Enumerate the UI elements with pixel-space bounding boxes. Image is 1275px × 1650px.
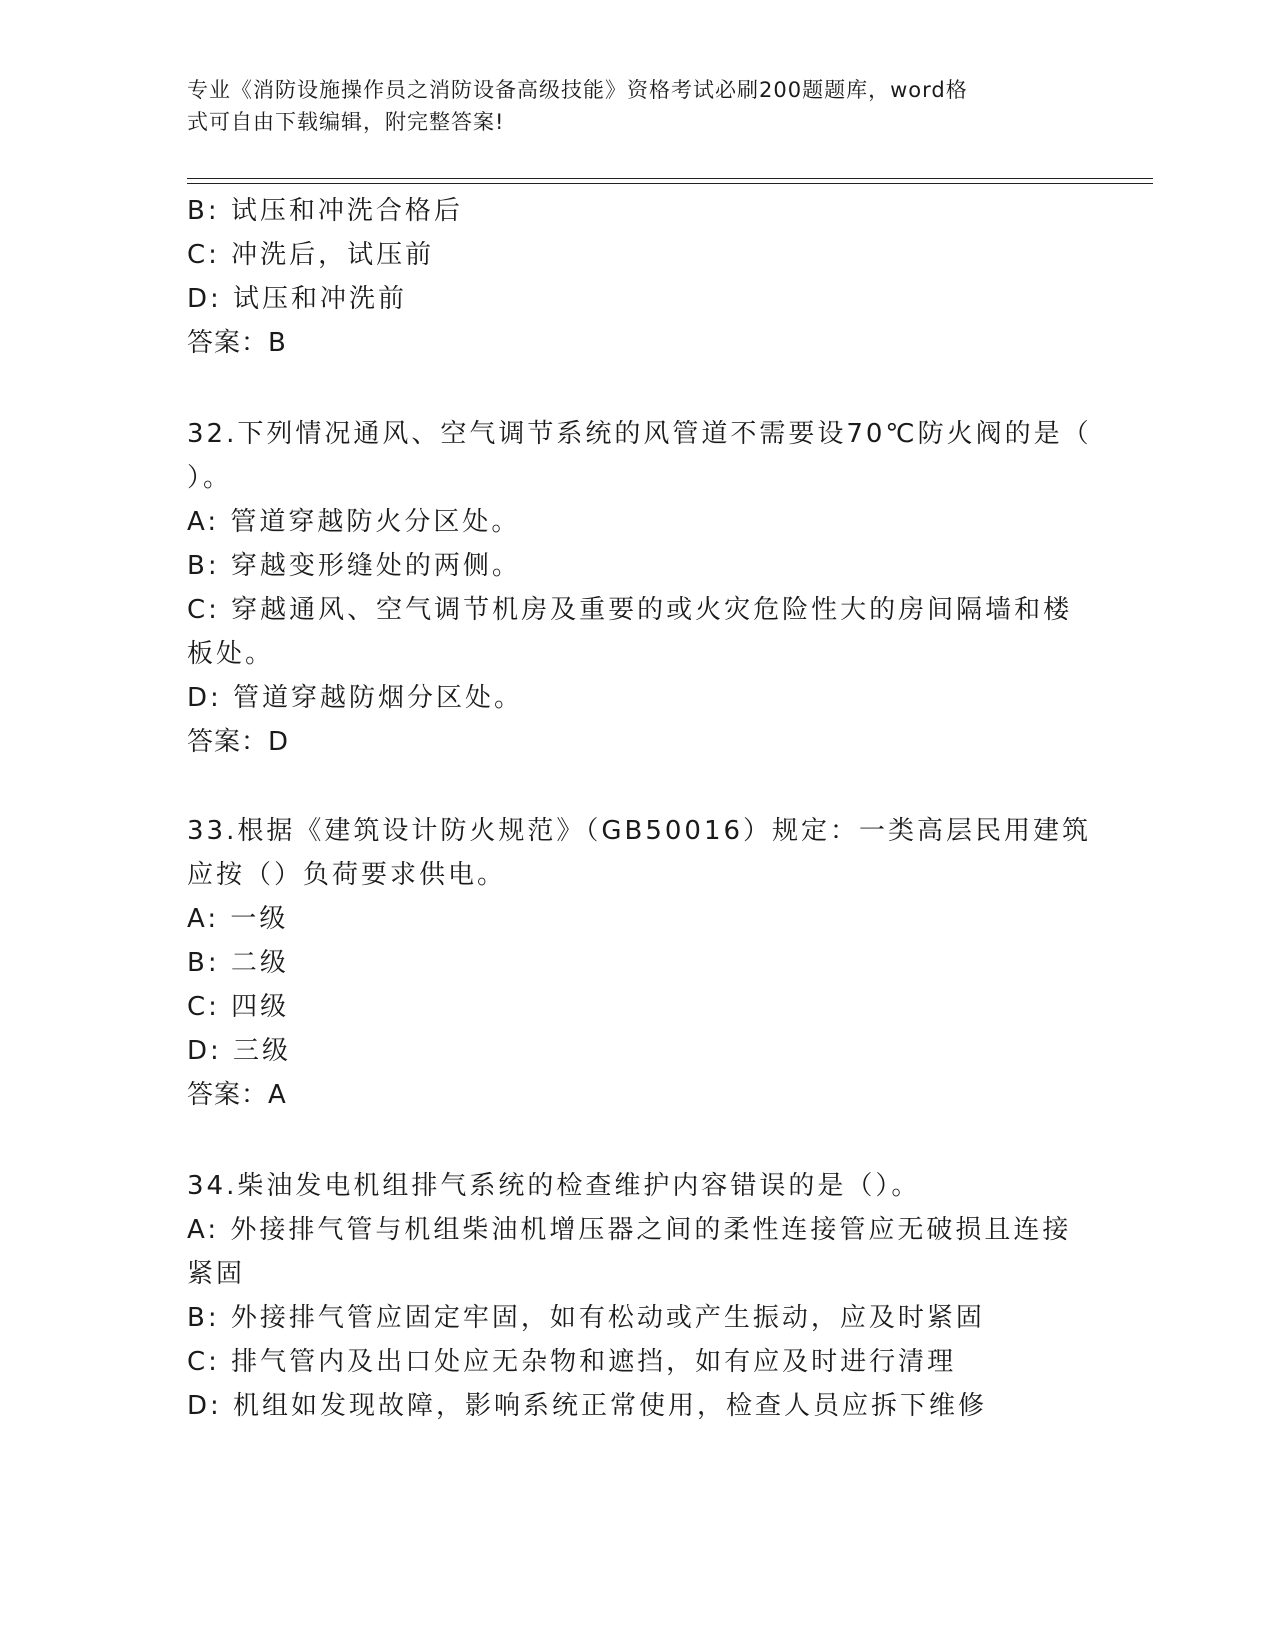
q31-option-d: D: 试压和冲洗前 bbox=[187, 284, 408, 314]
q31-answer: 答案：B bbox=[187, 328, 287, 358]
document-header bbox=[187, 74, 1067, 138]
q33-stem-line-1: 33.根据《建筑设计防火规范》（GB50016）规定：一类高层民用建筑 bbox=[187, 816, 1092, 846]
q34-option-b: B: 外接排气管应固定牢固，如有松动或产生振动，应及时紧固 bbox=[187, 1303, 985, 1333]
q33-option-b: B: 二级 bbox=[187, 948, 289, 978]
header-line-1: 专业《消防设施操作员之消防设备高级技能》资格考试必刷200题题库，word格 bbox=[187, 78, 968, 102]
header-divider-bottom bbox=[187, 183, 1153, 184]
q34-stem: 34.柴油发电机组排气系统的检查维护内容错误的是（）。 bbox=[187, 1171, 921, 1201]
q33-answer: 答案：A bbox=[187, 1080, 287, 1110]
q32-option-d: D: 管道穿越防烟分区处。 bbox=[187, 683, 524, 713]
q34-option-a-line-2: 紧固 bbox=[187, 1259, 246, 1289]
q33-stem-line-2: 应按（）负荷要求供电。 bbox=[187, 860, 507, 890]
q33-option-d: D: 三级 bbox=[187, 1036, 292, 1066]
q32-option-c-line-1: C: 穿越通风、空气调节机房及重要的或火灾危险性大的房间隔墙和楼 bbox=[187, 595, 1073, 625]
q31-option-b: B: 试压和冲洗合格后 bbox=[187, 196, 463, 226]
q32-answer: 答案：D bbox=[187, 727, 290, 757]
q33-option-a: A: 一级 bbox=[187, 904, 289, 934]
header-line-2: 式可自由下载编辑，附完整答案! bbox=[187, 110, 505, 134]
q34-option-d: D: 机组如发现故障，影响系统正常使用，检查人员应拆下维修 bbox=[187, 1391, 988, 1421]
q31-option-c: C: 冲洗后，试压前 bbox=[187, 240, 435, 270]
header-divider-top bbox=[187, 178, 1153, 179]
q32-stem-line-1: 32.下列情况通风、空气调节系统的风管道不需要设70℃防火阀的是（ bbox=[187, 419, 1092, 449]
q34-option-a-line-1: A: 外接排气管与机组柴油机增压器之间的柔性连接管应无破损且连接 bbox=[187, 1215, 1072, 1245]
q33-option-c: C: 四级 bbox=[187, 992, 290, 1022]
q34-option-c: C: 排气管内及出口处应无杂物和遮挡，如有应及时进行清理 bbox=[187, 1347, 957, 1377]
q32-stem-line-2: ）。 bbox=[187, 463, 233, 493]
q32-option-a: A: 管道穿越防火分区处。 bbox=[187, 507, 521, 537]
q32-option-c-line-2: 板处。 bbox=[187, 639, 275, 669]
q32-option-b: B: 穿越变形缝处的两侧。 bbox=[187, 551, 521, 581]
